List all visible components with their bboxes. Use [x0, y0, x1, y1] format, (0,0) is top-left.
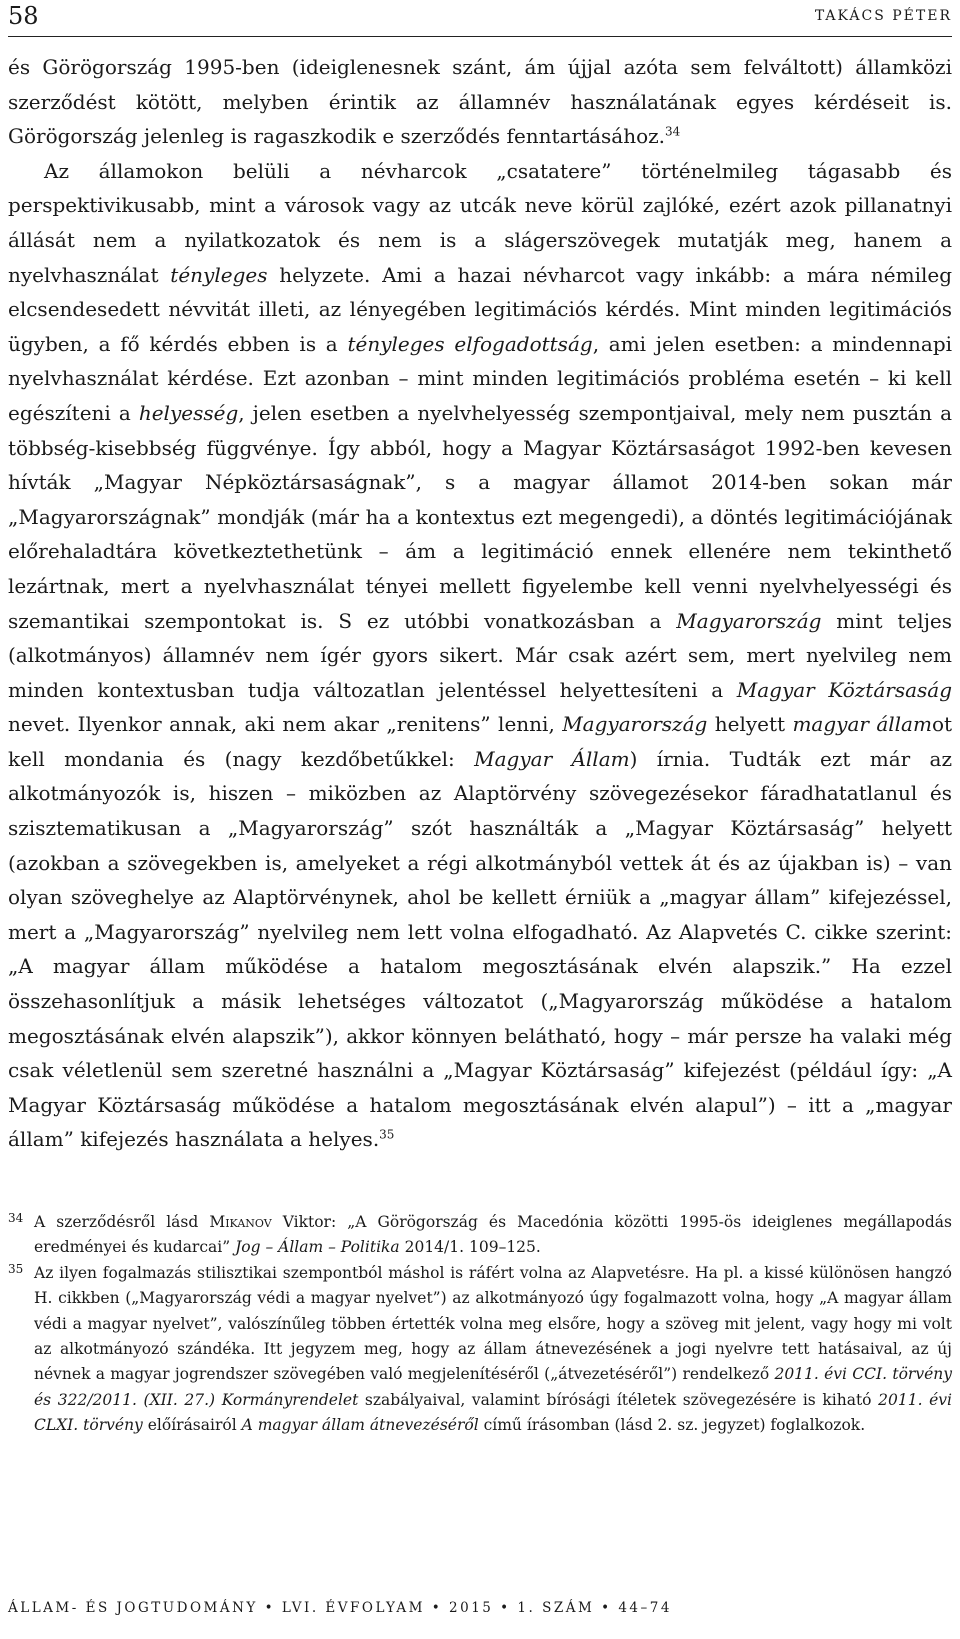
text-run: 2014/1. 109–125.	[399, 1238, 541, 1257]
text-run: A szerződésről lásd	[34, 1213, 210, 1231]
text-run: helyzete. Ami a hazai névharcot vagy inkább: a mára némileg elcsendesedett névvitát illeti, az lényegében legitimációs kérdés. Mint minden legitimációs ügyben, a fő kérdés ebben is a	[8, 262, 952, 356]
text-run: mint teljes (alkotmányos) államnév nem ígér gyors sikert. Már csak azért sem, mert nyelvileg nem minden kontextusban tudja változatlan jelentéssel helyettesíteni a	[8, 608, 952, 702]
journal-footer: ÁLLAM- ÉS JOGTUDOMÁNY • LVI. ÉVFOLYAM • 2015 • 1. SZÁM • 44–74	[8, 1600, 672, 1616]
page-number: 58	[8, 2, 39, 30]
footnote-text	[34, 1264, 952, 1434]
footnote-number: 35	[8, 1261, 24, 1276]
text-run: Az ilyen fogalmazás stilisztikai szempontból máshol is ráfért volna az Alapvetésre. Ha pl. a kissé különösen hangzó H. cikkben („Magyarország védi a magyar nyelvet”) az alkotmányozó úgy fogalmazott volna, hogy „A magyar állam védi a magyar nyelvet”, valószínűleg többen értették volna meg elsőre, hogy a szöveg mit jelent, vagy hogy mi volt az alkotmányozó szándéka. Itt jegyzem meg, hogy az állam átnevezésének a jogi nyelvre tett hatásaival, az új névnek a magyar jogrendszer szövegében való megjelenítéséről („átvezetéséről”) rendelkező	[34, 1263, 952, 1384]
text-run: előírásairól	[142, 1416, 242, 1435]
body-text	[8, 50, 952, 1157]
italic-text: Magyar Köztársaság	[736, 677, 953, 702]
italic-text: 2011. évi CCI. törvény és 322/2011. (XII. 27.) Kormányrendelet	[34, 1365, 952, 1409]
text-run: című írásomban (lásd 2. sz. jegyzet) foglalkozok.	[478, 1416, 866, 1435]
text-run: helyett	[707, 712, 793, 737]
footnote-text	[34, 1213, 952, 1256]
italic-text: Magyar Állam	[474, 746, 630, 771]
text-run: nevet. Ilyenkor annak, aki nem akar „renitens” lenni,	[8, 712, 563, 737]
footnote-reference: 35	[379, 1127, 395, 1142]
text-run: ot kell mondania és (nagy kezdőbetűkkel:	[8, 712, 953, 771]
italic-text: 2011. évi CLXI. törvény	[34, 1390, 952, 1435]
italic-text: Magyarország	[562, 712, 708, 737]
paragraph	[8, 50, 952, 154]
text-run: Viktor: „A Görögország és Macedónia közötti 1995-ös ideiglenes megállapodás eredményei és kudarcai”	[34, 1213, 952, 1257]
footnotes	[8, 1210, 952, 1439]
author-name: Mikanov	[209, 1213, 272, 1231]
paragraph	[8, 154, 952, 1157]
italic-text: A magyar állam átnevezéséről	[241, 1416, 479, 1435]
text-run: és Görögország 1995-ben (ideiglenesnek szánt, ám újjal azóta sem felváltott) államközi szerződést kötött, melyben érintik az államnév használatának egyes kérdéseit is. Görögország jelenleg is ragaszkodik e szerződés fenntartásához.	[8, 55, 952, 149]
italic-text: tényleges elfogadottság	[347, 331, 593, 356]
running-head-author: TAKÁCS PÉTER	[814, 8, 952, 24]
italic-text: tényleges	[170, 262, 268, 287]
italic-text: helyesség	[138, 400, 239, 425]
footnote	[8, 1261, 952, 1439]
page	[8, 0, 952, 1639]
text-run: Az államokon belüli a névharcok „csatatere” történelmileg tágasabb és perspektivikusabb, mint a városok vagy az utcák neve körül zajlóké, ezért azok pillanatnyi állását nem a nyilatkozatok és nem is a slágerszövegek mutatják meg, hanem a nyelvhasználat	[8, 158, 952, 287]
italic-text: magyar állam	[792, 712, 932, 737]
italic-text: Magyarország	[676, 608, 822, 633]
text-run: , ami jelen esetben: a mindennapi nyelvhasználat kérdése. Ezt azonban – mint minden legitimációs probléma esetén – ki kell egészíteni a	[8, 331, 953, 425]
footnote-number: 34	[8, 1211, 24, 1225]
footnote-reference: 34	[665, 124, 681, 139]
text-run: ) írnia. Tudták ezt már az alkotmányozók is, hiszen – miközben az Alaptörvény szövegezésekor fáradhatatlanul és szisztematikusan a „Magyarország” szót használták a „Magyar Köztársaság” helyett (azokban a szövegekben is, amelyeket a régi alkotmányból vettek át és az újakban is) – van olyan szöveghelye az Alaptörvénynek, ahol be kellett érniük a „magyar állam” kifejezéssel, mert a „Magyarország” nyelvileg nem lett volna elfogadható. Az Alapvetés C. cikke szerint: „A magyar állam működése a hatalom megosztásának elvén alapszik.” Ha ezzel összehasonlítjuk a másik lehetséges változatot („Magyarország működése a hatalom megosztásának elvén alapszik”), akkor könnyen belátható, hogy – már persze ha valaki még csak véletlenül sem szeretné használni a „Magyar Köztársaság” kifejezést (például így: „A Magyar Köztársaság működése a hatalom megosztásának elvén alapul”) – itt a „magyar állam” kifejezés használata a helyes.	[8, 746, 952, 1152]
footnote	[8, 1210, 952, 1261]
text-run: szabályaival, valamint bírósági ítéletek szövegezésére is kiható	[358, 1390, 879, 1409]
text-run: , jelen esetben a nyelvhelyesség szempontjaival, mely nem pusztán a többség-kisebbség függvénye. Így abból, hogy a Magyar Köztársaságot 1992-ben kevesen hívták „Magyar Népköztársaságnak”, s a magyar államot 2014-ben sokan már „Magyarországnak” mondják (már ha a kontextus ezt megengedi), a döntés legitimációjának előrehaladtára következtethetünk – ám a legitimáció ennek ellenére nem tekinthető lezártnak, mert a nyelvhasználat tényei mellett figyelembe kell venni nyelvhelyességi és szemantikai szempontokat is. S ez utóbbi vonatkozásban a	[8, 400, 952, 633]
page-header	[8, 0, 952, 37]
italic-text: Jog – Állam – Politika	[235, 1238, 400, 1257]
